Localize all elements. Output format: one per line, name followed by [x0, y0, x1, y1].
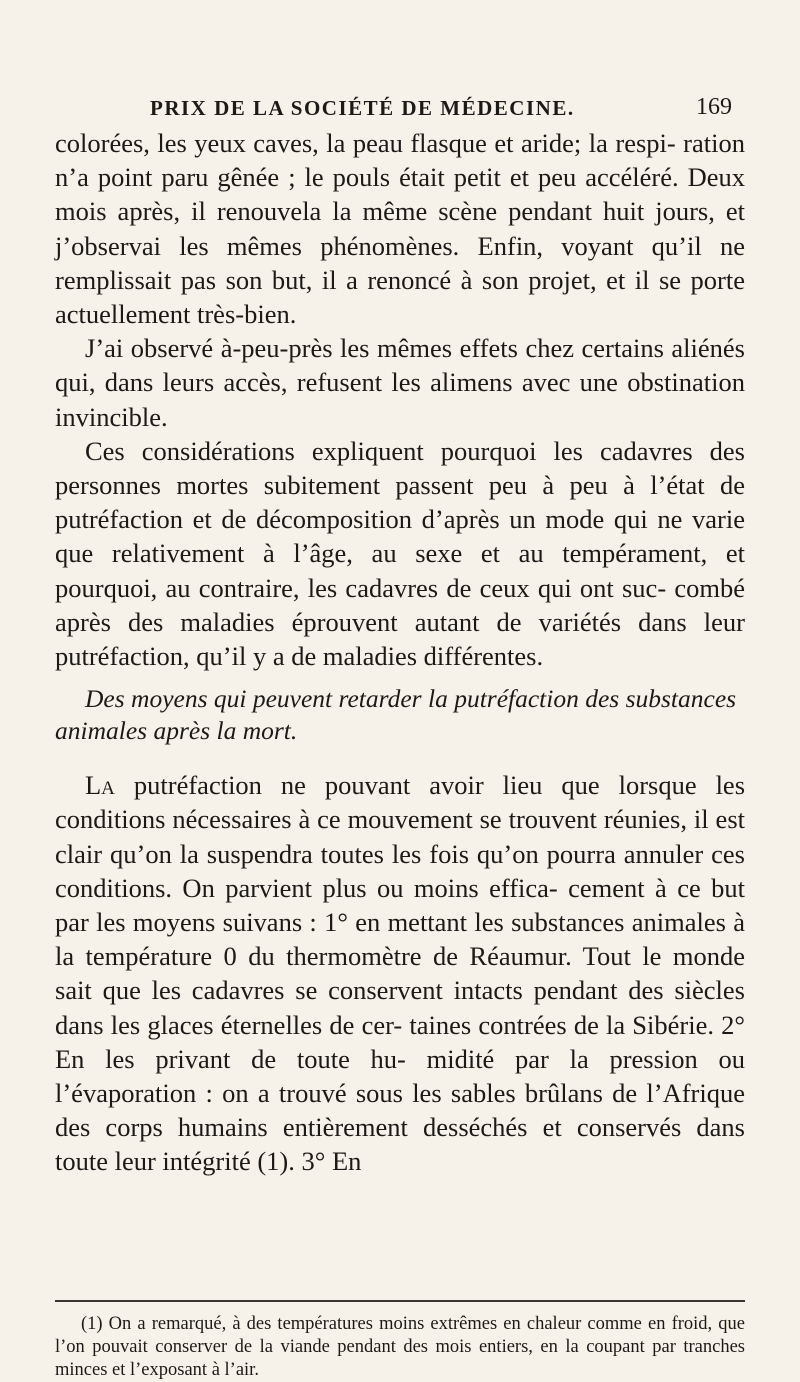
paragraph-continued: colorées, les yeux caves, la peau flasque et aride; la respi- ration n’a point paru gênée ; le pouls était petit et peu accéléré. Deux mois après, il renouvela la même scène pendant huit jours, et j’observai les mêmes phénomènes. Enfin, voyant qu’il ne remplissait pas son but, il a renoncé à son projet, et il se porte actuellement très-bien.	[55, 128, 745, 330]
section-paragraph-text: putréfaction ne pouvant avoir lieu que lorsque les conditions nécessaires à ce mouvement se trouvent réunies, il est clair qu’on la suspendra toutes les fois qu’on pourra annuler ces conditions. On parvient plus ou moins effica- cement à ce but par les moyens suivans : 1° en mettant les substances animales à la température 0 du thermomètre de Réaumur. Tout le monde sait que les cadavres se conservent intacts pendant des siècles dans les glaces éternelles de cer- taines contrées de la Sibérie. 2° En les privant de toute hu- midité par la pression ou l’évaporation : on a trouvé sous les sables brûlans de l’Afrique des corps humains entièrement desséchés et conservés dans toute leur intégrité (1). 3° En	[55, 770, 746, 1177]
section-heading: Des moyens qui peuvent retarder la putréfaction des substances animales après la mort.	[55, 684, 737, 746]
page-header	[150, 96, 740, 126]
running-title: PRIX DE LA SOCIÉTÉ DE MÉDECINE.	[150, 96, 575, 120]
section-lead-word: La	[85, 770, 115, 801]
page-number: 169	[696, 94, 732, 120]
paragraph-considerations: Ces considérations expliquent pourquoi les cadavres des personnes mortes subitement passent peu à peu à l’état de putréfaction et de décomposition d’après un mode qui ne varie que relativement à l’âge, au sexe et au tempérament, et pourquoi, au contraire, les cadavres de ceux qui ont suc- combé après des maladies éprouvent autant de variétés dans leur putréfaction, qu’il y a de maladies différentes.	[55, 435, 745, 672]
paragraph-observation: J’ai observé à-peu-près les mêmes effets chez certains aliénés qui, dans leurs accès, refusent les alimens avec une obstination invincible.	[55, 333, 745, 432]
footnote: (1) On a remarqué, à des températures moins extrêmes en chaleur comme en froid, que l’on pouvait conserver de la viande pendant des mois entiers, en la coupant par tranches minces et l’exposant à l’air.	[55, 1314, 745, 1380]
paragraph-section	[55, 768, 745, 1178]
body-text	[55, 126, 745, 1179]
footnote-divider	[55, 1300, 745, 1302]
